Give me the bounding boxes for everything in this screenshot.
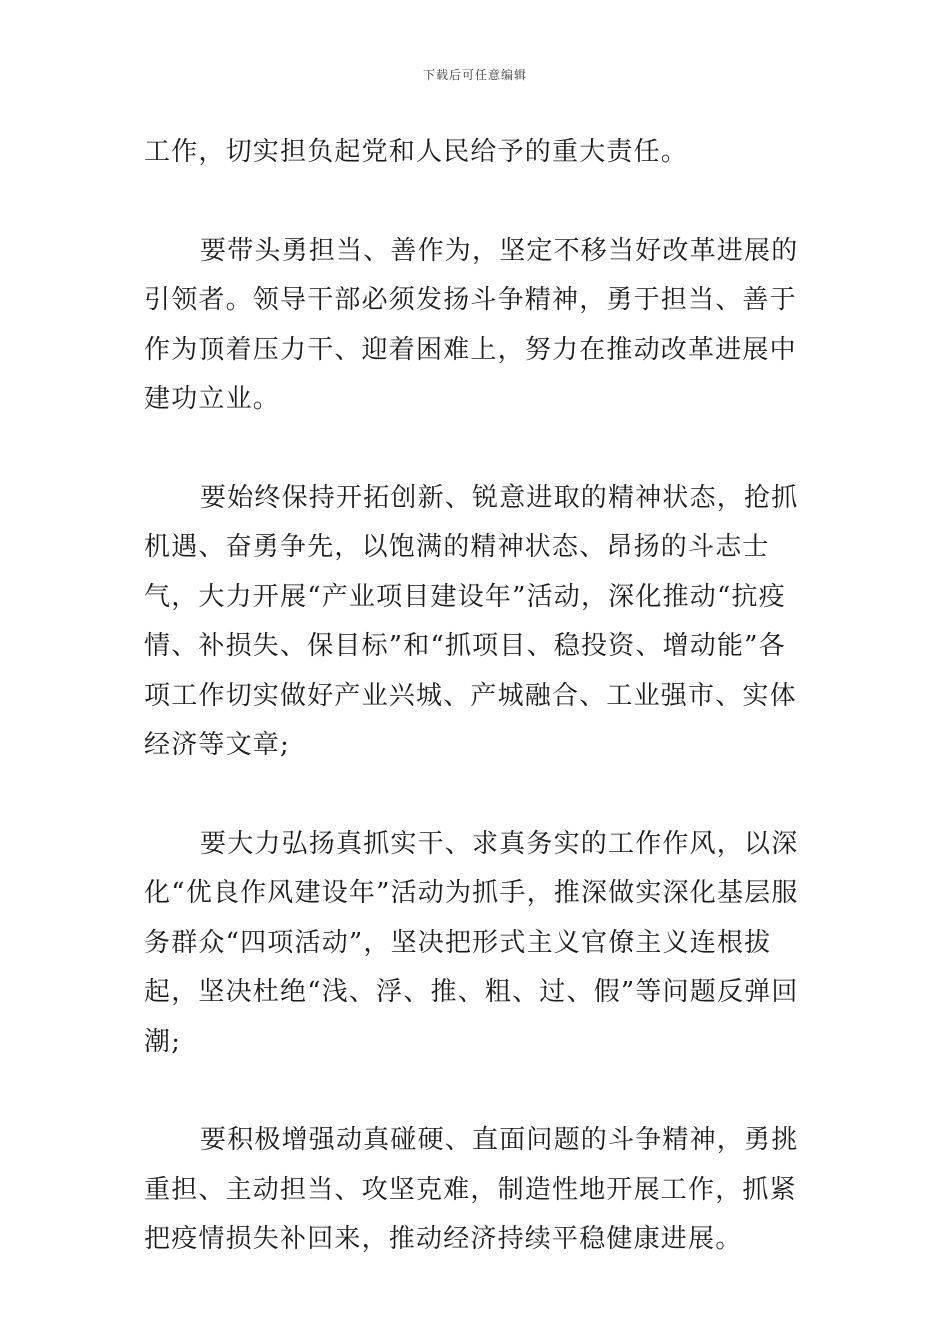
page-header: 下载后可任意编辑 <box>422 68 527 82</box>
paragraph-3: 要始终保持开拓创新、锐意进取的精神状态，抢抓机遇、奋勇争先，以饱满的精神状态、昂扬的斗志士气，大力开展“产业项目建设年”活动，深化推动“抗疫情、补损失、保目标”和“抓项目、稳投资、增动能”各项工作切实做好产业兴城、产城融合、工业强市、实体经济等文章; <box>144 482 799 760</box>
document-body <box>144 128 808 1265</box>
paragraph-2: 要带头勇担当、善作为，坚定不移当好改革进展的引领者。领导干部必须发扬斗争精神，勇于担当、善于作为顶着压力干、迎着困难上，努力在推动改革进展中建功立业。 <box>144 235 799 414</box>
paragraph-continuation: 工作，切实担负起党和人民给予的重大责任。 <box>144 137 689 167</box>
paragraph-5: 要积极增强动真碰硬、直面问题的斗争精神，勇挑重担、主动担当、攻坚克难，制造性地开展工作，抓紧把疫情损失补回来，推动经济持续平稳健康进展。 <box>144 1125 799 1254</box>
paragraph-4: 要大力弘扬真抓实干、求真务实的工作作风，以深化“优良作风建设年”活动为抓手，推深做实深化基层服务群众“四项活动”，坚决把形式主义官僚主义连根拔起，坚决杜绝“浅、浮、推、粗、过、假”等问题反弹回潮; <box>144 828 799 1057</box>
